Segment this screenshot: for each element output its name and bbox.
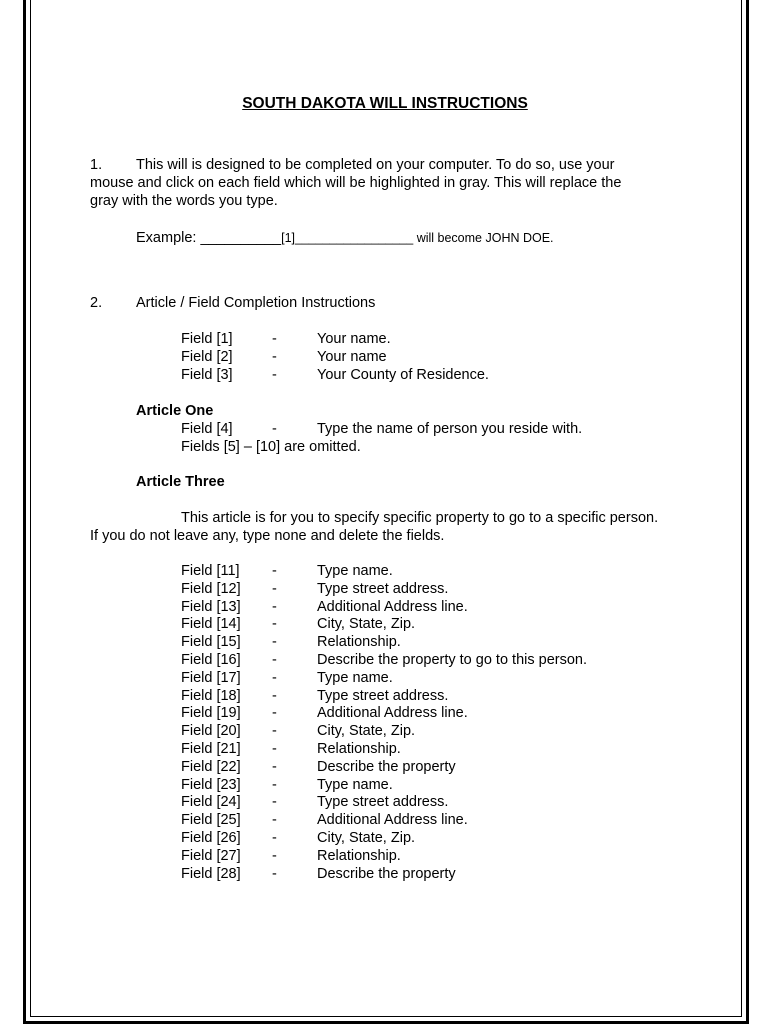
field-dash: - xyxy=(272,687,277,704)
field-id: Field [27] xyxy=(181,847,241,864)
field-dash: - xyxy=(272,349,277,365)
article-three-para-line-1: This article is for you to specify specific property to go to a specific person. xyxy=(181,510,659,526)
field-dash: - xyxy=(272,812,277,829)
field-description: City, State, Zip. xyxy=(317,723,416,740)
field-description: Additional Address line. xyxy=(317,705,468,722)
field-description: City, State, Zip. xyxy=(317,830,416,846)
article-three-para-line-2: If you do not leave any, type none and delete the fields. xyxy=(90,528,445,544)
field-id: Field [23] xyxy=(181,776,241,793)
example-field[interactable]: [1]_________________ xyxy=(281,231,414,245)
field-id: Field [21] xyxy=(181,741,241,757)
field-description: City, State, Zip. xyxy=(317,616,416,633)
field-id: Field [2] xyxy=(181,349,233,365)
field-dash: - xyxy=(272,616,277,633)
section-1-line-2: mouse and click on each field which will be highlighted in gray. This will replace the xyxy=(90,175,622,191)
field-dash: - xyxy=(272,598,277,615)
field-dash: - xyxy=(272,563,277,579)
field-description: Describe the property to go to this person. xyxy=(317,652,588,668)
field-dash: - xyxy=(272,776,277,793)
field-description: Relationship. xyxy=(317,634,401,651)
example-result: will become JOHN DOE. xyxy=(413,231,554,245)
field-id: Field [12] xyxy=(181,580,241,597)
field-id: Field [1] xyxy=(181,331,233,347)
field-dash: - xyxy=(272,634,277,651)
field-dash: - xyxy=(272,331,277,347)
field-description: Type name. xyxy=(317,563,393,579)
article-three-heading: Article Three xyxy=(136,474,225,490)
field-id: Field [17] xyxy=(181,669,241,686)
field-id: Field [11] xyxy=(181,563,240,579)
field-description: Your County of Residence. xyxy=(317,367,489,383)
field-description: Type name. xyxy=(317,669,393,686)
field-dash: - xyxy=(272,794,277,811)
field-id: Field [26] xyxy=(181,830,241,846)
field-description: Describe the property xyxy=(317,865,456,882)
field-description: Your name. xyxy=(317,331,391,347)
field-dash: - xyxy=(272,847,277,864)
field-dash: - xyxy=(272,580,277,597)
field-id: Field [16] xyxy=(181,652,241,668)
field-description: Describe the property xyxy=(317,758,456,775)
article-one-omitted: Fields [5] – [10] are omitted. xyxy=(181,439,361,455)
field-description: Type street address. xyxy=(317,794,449,811)
field-description: Your name xyxy=(317,349,387,365)
field-description: Type street address. xyxy=(317,580,449,597)
section-2-number: 2. xyxy=(90,295,103,311)
document-title: SOUTH DAKOTA WILL INSTRUCTIONS xyxy=(242,95,528,112)
field-dash: - xyxy=(272,741,277,757)
field-dash: - xyxy=(272,865,277,882)
field-description: Additional Address line. xyxy=(317,812,468,829)
field-id: Field [18] xyxy=(181,687,241,704)
field-id: Field [24] xyxy=(181,794,241,811)
field-id: Field [28] xyxy=(181,865,241,882)
field-id: Field [22] xyxy=(181,758,241,775)
section-1-line-3: gray with the words you type. xyxy=(90,193,278,209)
field-id: Field [14] xyxy=(181,616,241,633)
section-2-heading: Article / Field Completion Instructions xyxy=(136,295,376,311)
field-id: Field [3] xyxy=(181,367,233,383)
field-dash: - xyxy=(272,758,277,775)
field-description: Relationship. xyxy=(317,741,401,757)
field-description: Relationship. xyxy=(317,847,401,864)
article-one-heading: Article One xyxy=(136,403,214,419)
field-description: Type name. xyxy=(317,776,393,793)
field-id: Field [13] xyxy=(181,598,241,615)
field-id: Field [25] xyxy=(181,812,241,829)
example-line xyxy=(136,229,554,247)
field-id: Field [19] xyxy=(181,705,241,722)
field-dash: - xyxy=(272,669,277,686)
section-1-number: 1. xyxy=(90,157,103,173)
field-id: Field [15] xyxy=(181,634,241,651)
field-description: Type street address. xyxy=(317,687,449,704)
field-dash: - xyxy=(272,367,277,383)
field-dash: - xyxy=(272,723,277,740)
field-id: Field [4] xyxy=(181,421,233,437)
example-label: Example: __________ xyxy=(136,230,282,246)
field-dash: - xyxy=(272,652,277,668)
field-dash: - xyxy=(272,830,277,846)
field-description: Type the name of person you reside with. xyxy=(317,421,583,437)
field-id: Field [20] xyxy=(181,723,241,740)
field-description: Additional Address line. xyxy=(317,598,468,615)
section-1-line-1: This will is designed to be completed on your computer. To do so, use your xyxy=(136,157,615,173)
field-dash: - xyxy=(272,421,277,437)
field-dash: - xyxy=(272,705,277,722)
